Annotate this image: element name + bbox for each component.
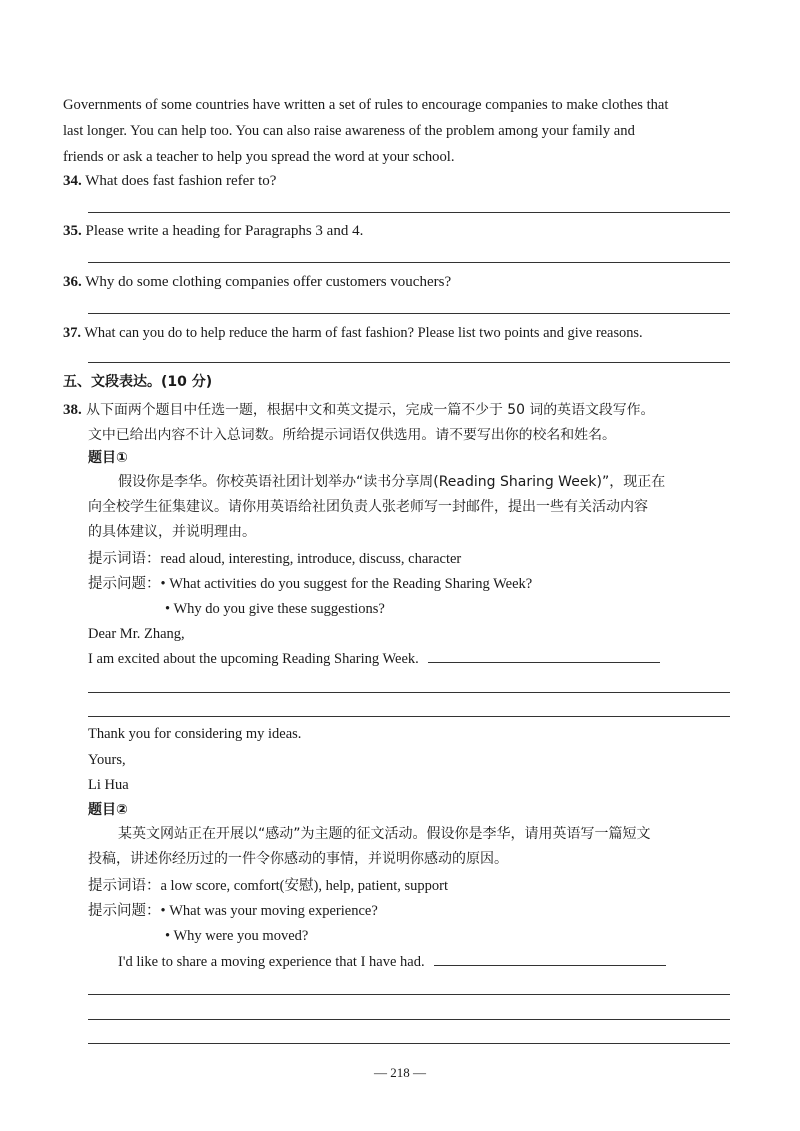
question-text: Why do some clothing companies offer customers vouchers? — [85, 274, 452, 290]
section-heading: 五、文段表达。(10 分) — [63, 374, 213, 390]
letter-salutation: Dear Mr. Zhang, — [88, 626, 185, 642]
question-34 — [63, 171, 276, 191]
question-35 — [63, 221, 363, 241]
question-text: Please write a heading for Paragraphs 3 and 4. — [85, 223, 364, 239]
question-text: What does fast fashion refer to? — [85, 173, 277, 189]
answer-blank[interactable] — [434, 965, 666, 966]
answer-blank[interactable] — [428, 662, 660, 663]
topic-1-description: 向全校学生征集建议。请你用英语给社团负责人张老师写一封邮件，提出一些有关活动内容 — [88, 499, 648, 515]
topic-1-hint-questions — [88, 574, 532, 594]
letter-closing: Thank you for considering my ideas. — [88, 726, 302, 742]
topic-1-title: 题目① — [88, 450, 128, 466]
page-number: — 218 — — [374, 1065, 426, 1080]
hint-label: 提示问题： — [88, 576, 161, 592]
letter-opening — [88, 649, 660, 669]
letter-opening-text: I am excited about the upcoming Reading Sharing Week. — [88, 651, 419, 667]
writing-line[interactable] — [88, 1043, 730, 1044]
letter-signature: Li Hua — [88, 777, 129, 793]
hint-question: • Why do you give these suggestions? — [165, 601, 385, 617]
topic-1-description: 假设你是李华。你校英语社团计划举办“读书分享周(Reading Sharing Week)”，现正在 — [118, 474, 666, 490]
topic-2-title: 题目② — [88, 802, 128, 818]
question-number: 35. — [63, 223, 82, 239]
writing-line[interactable] — [88, 994, 730, 995]
question-number: 36. — [63, 274, 82, 290]
hint-question: • Why were you moved? — [165, 928, 309, 944]
hint-question: • What was your moving experience? — [160, 903, 378, 919]
answer-line-35[interactable] — [88, 262, 730, 263]
essay-opening-text: I'd like to share a moving experience that I have had. — [118, 954, 425, 970]
writing-line[interactable] — [88, 716, 730, 717]
question-text: What can you do to help reduce the harm of fast fashion? Please list two points and give reasons. — [84, 325, 643, 341]
passage-line: friends or ask a teacher to help you spread the word at your school. — [63, 149, 455, 165]
essay-opening — [118, 952, 666, 972]
letter-signoff: Yours, — [88, 752, 126, 768]
topic-2-description: 某英文网站正在开展以“感动”为主题的征文活动。假设你是李华，请用英语写一篇短文 — [118, 826, 651, 842]
question-number: 34. — [63, 173, 82, 189]
writing-line[interactable] — [88, 1019, 730, 1020]
topic-2-hint-words: 提示词语：a low score, comfort(安慰), help, patient, support — [88, 878, 449, 894]
writing-line[interactable] — [88, 692, 730, 693]
hint-label: 提示问题： — [88, 903, 161, 919]
question-36 — [63, 272, 451, 292]
passage-line: last longer. You can help too. You can also raise awareness of the problem among your family and — [63, 123, 635, 139]
answer-line-37[interactable] — [88, 362, 730, 363]
answer-line-36[interactable] — [88, 313, 730, 314]
hint-question: • What activities do you suggest for the Reading Sharing Week? — [160, 576, 533, 592]
question-instruction: 文中已给出内容不计入总词数。所给提示词语仅供选用。请不要写出你的校名和姓名。 — [88, 427, 616, 443]
question-37 — [63, 323, 643, 343]
answer-line-34[interactable] — [88, 212, 730, 213]
topic-2-hint-questions — [88, 901, 378, 921]
question-number: 37. — [63, 325, 81, 341]
question-38 — [63, 400, 654, 420]
question-instruction: 从下面两个题目中任选一题，根据中文和英文提示，完成一篇不少于 50 词的英语文段写作。 — [86, 402, 655, 418]
topic-1-hint-words: 提示词语：read aloud, interesting, introduce, discuss, character — [88, 551, 462, 567]
topic-2-description: 投稿，讲述你经历过的一件令你感动的事情，并说明你感动的原因。 — [88, 851, 508, 867]
topic-1-description: 的具体建议，并说明理由。 — [88, 524, 256, 540]
passage-line: Governments of some countries have written a set of rules to encourage companies to make clothes that — [63, 97, 669, 113]
question-number: 38. — [63, 402, 82, 418]
